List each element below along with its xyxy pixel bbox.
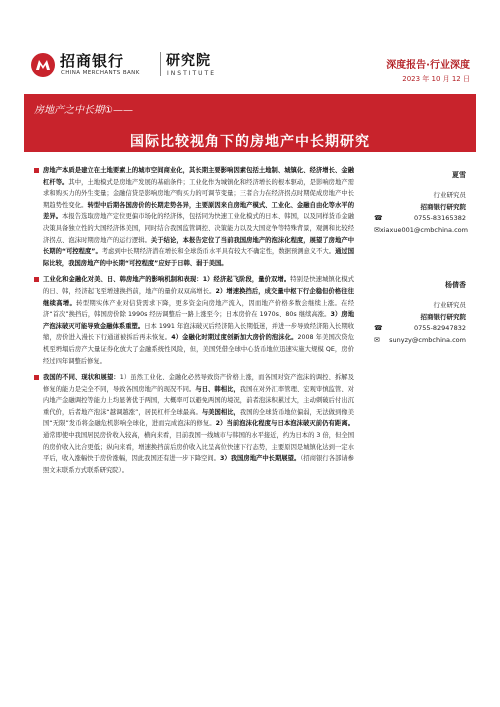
phone-icon: ☎ [374,324,383,332]
author-card-2 [374,280,466,346]
summary-paragraph-3: 我国的不同、现状和展望：1）虽然工业化、金融化必然导致资产价格上涨，而各国对资产泡沫的调控、拆解及修复的能力是完全不同，导致各国房地产的现况不同。与日、韩相比，我国在对外汇率管理、宏观审慎监管、对内地产金融调控等能力上均显著优于两国，大概率可以避免两国的境况，前者泡沫积累过大，主动刺破后付出沉重代价，后者地产泡沫“越调越涨”，居民杠杆全球最高。与美国相比，我国的全球货币地位偏弱，无法做到像美国“无限”发币将金融危机影响全球化，进而完成泡沫的修复。2）当前泡沫化程度与日本泡沫破灭前仍有距离。通常即使中我国居民房价收入较高，横向来看，目前我国一线城市与韩国的水平接近，约为日本的 3 倍，但全国的房价收入比合更低；纵向来看，增速换挡前后房价收入比呈高位快速下行态势，主要原因是城镇化达到一定水平后，收入涨幅快于房价涨幅，因此我国还有进一步下降空间。3）我国房地产中长期展望。（招商银行各部请参照文末联系方式联系研究院）。 [34,372,354,476]
bullet-marker [34,277,39,282]
author-org: 招商银行研究院 [420,202,466,211]
author-name: 夏雪 [452,171,466,179]
cmb-logo-icon [30,52,56,78]
institute-name: 研究院 [166,53,211,69]
phone-icon: ☎ [374,214,383,222]
author-email-row[interactable] [374,334,466,346]
author-phone-row [374,322,466,334]
header-divider [160,52,161,76]
author-title: 行业研究员 [433,190,466,199]
author-phone: 0755-82947832 [414,324,466,332]
summary-paragraph-1: 房地产本质是建立在土地要素上的城市空间商业化，其长期主要影响因素包括土地制、城镇化、经济增长、金融杠杆等。其中，土地模式是房地产发展的基础条件；工业化作为城镇化和经济增长的根本驱动，是影响房地产需求和购买力的外生变量；金融信贷是影响房地产购买力的可调节变量；三者合力在经济拐点时期促成房地产中长期趋势性变化。转型中后期各国房价的长期走势各异，主要原因来自房地产模式、工业化、金融自由化等水平的差异。本报告选取房地产定位更偏市场化的经济体，包括同为快速工业化模式的日本、韩国，以及同样货币金融决策具备独立性的大国经济体美国，同时结合我国监管调控、决策能力以及大国竞争等特殊背景，观测和比较经济拐点、泡沫时期房地产的运行逻辑。关于结论，本报告定位了当前我国房地产的泡沫化程度，展望了房地产中长期的“可控程度”。考虑到中长期经济潜在增长和全球货币水平具有较大不确定性，数据预测意义不大。通过国际比较，我国房地产的中长期“可控程度”应好于日韩、弱于美国。 [34,165,354,269]
author-name: 杨倩香 [445,281,466,289]
author-card-1 [374,170,466,236]
report-header [0,0,500,96]
author-title: 行业研究员 [433,300,466,309]
email-icon: ✉ [374,336,380,344]
summary-section [34,165,354,481]
author-email-row[interactable] [374,224,466,236]
report-type: 深度报告·行业深度 [386,60,470,71]
brand-name-en: CHINA MERCHANTS BANK [61,70,140,76]
series-label: 房地产之中长期①—— [34,105,133,116]
brand-name: 招商银行 [60,52,125,70]
bullet-marker [34,375,39,380]
bullet-marker [34,168,39,173]
institute-name-en: INSTITUTE [167,70,217,77]
author-phone: 0755-83165382 [414,214,466,222]
author-phone-row [374,212,466,224]
report-title: 国际比较视角下的房地产中长期研究 [130,134,370,150]
email-icon: ✉ [374,226,380,234]
summary-paragraph-2: 工业化和金融化对美、日、韩房地产的影响机制和表现：1）经济起飞阶段，量价双增。特别是快速城镇化模式的日、韩，经济起飞至增速换挡前，地产的量价双双高增长。2）增速换挡后，成交量中枢下行企稳但价格往往继续高增。转型期实体产业对信贷需求下降，更多资金向房地产流入，因而地产价格多数会继续上涨。在经济“首次”换挡后，韩国房价除 1990s 经历调整后一路上涨至今；日本房价在 1970s、80s 继续高涨。3）房地产泡沫破灭可能导致金融体系重塑。日本 1991 年泡沫破灭后经济陷入长期低迷，并进一步导致经济陷入长期收缩，房价进入漫长下行通道被拆后再未恢复。4）金融化时期过度创新加大房价的泡沫化。2008 年美国次贷危机至坍塌后房产大量证券化放大了金融系统性风险，但，美国凭借全球中心货币地位迅速实施大规模 QE，房价经过四年调整后修复。 [34,274,354,367]
author-org: 招商银行研究院 [420,312,466,321]
author-email[interactable]: xiaxue001@cmbchina.com [379,226,468,234]
author-email[interactable]: sunyzy@cmbchina.com [389,336,466,344]
report-date: 2023 年 10 月 12 日 [402,75,470,83]
